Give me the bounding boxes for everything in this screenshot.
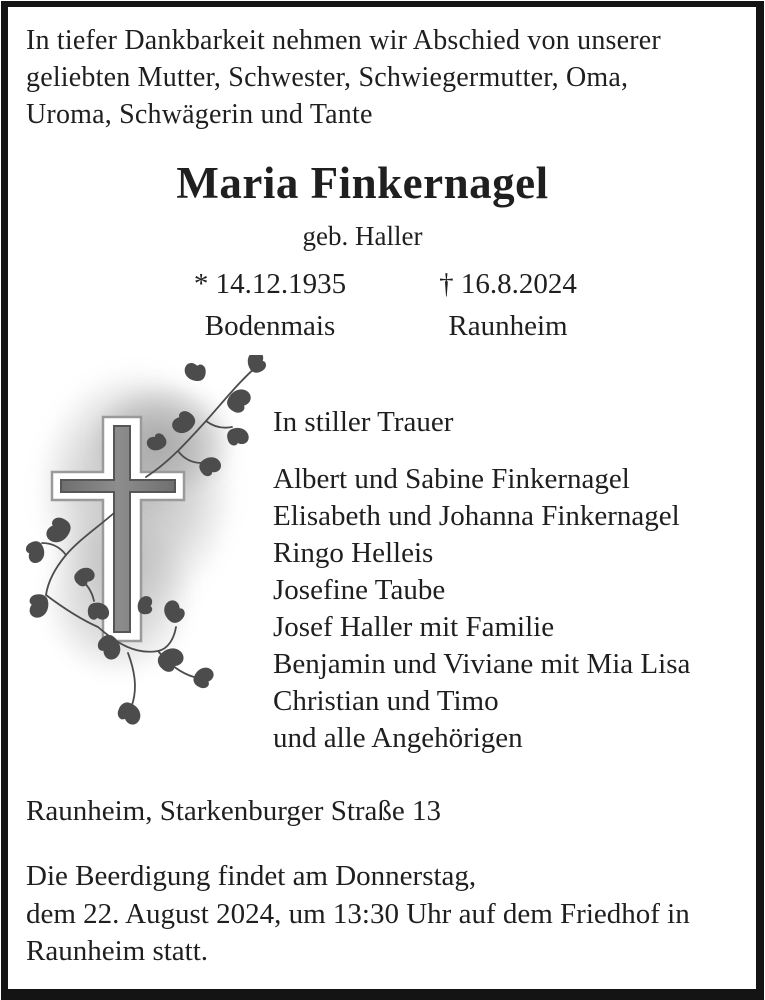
- death-place: Raunheim: [448, 310, 568, 342]
- mourner-line: Elisabeth und Johanna Finkernagel: [273, 500, 680, 532]
- birth-place: Bodenmais: [204, 310, 336, 342]
- death-column: [413, 263, 603, 347]
- funeral-info: [26, 858, 746, 971]
- mourning-heading: In stiller Trauer: [273, 406, 454, 438]
- mourner-line: Albert und Sabine Finkernagel: [273, 463, 630, 495]
- maiden-name: geb. Haller: [302, 221, 423, 251]
- cross-ivy-illustration: [18, 355, 273, 725]
- intro-paragraph: [26, 22, 741, 133]
- mourner-line: Christian und Timo: [273, 685, 499, 717]
- birth-date: * 14.12.1935: [193, 268, 347, 300]
- mourner-line: Benjamin und Viviane mit Mia Lisa: [273, 648, 691, 680]
- funeral-line: Raunheim statt.: [26, 935, 209, 967]
- funeral-line: Die Beerdigung findet am Donnerstag,: [26, 860, 477, 892]
- mourner-line: und alle Angehörigen: [273, 722, 523, 754]
- mourner-line: Josefine Taube: [273, 574, 446, 606]
- address-line: Raunheim, Starkenburger Straße 13: [26, 795, 442, 827]
- mourners-list: [273, 461, 748, 757]
- intro-line: In tiefer Dankbarkeit nehmen wir Abschied von unserer: [26, 25, 661, 56]
- mourner-line: Ringo Helleis: [273, 537, 434, 569]
- mourner-line: Josef Haller mit Familie: [273, 611, 555, 643]
- deceased-name: Maria Finkernagel: [176, 158, 549, 208]
- funeral-line: dem 22. August 2024, um 13:30 Uhr auf dem Friedhof in: [26, 897, 690, 930]
- birth-column: [170, 263, 370, 347]
- death-date: † 16.8.2024: [439, 268, 577, 300]
- intro-line: Uroma, Schwägerin und Tante: [26, 99, 373, 130]
- intro-line: geliebten Mutter, Schwester, Schwiegermutter, Oma,: [26, 62, 629, 93]
